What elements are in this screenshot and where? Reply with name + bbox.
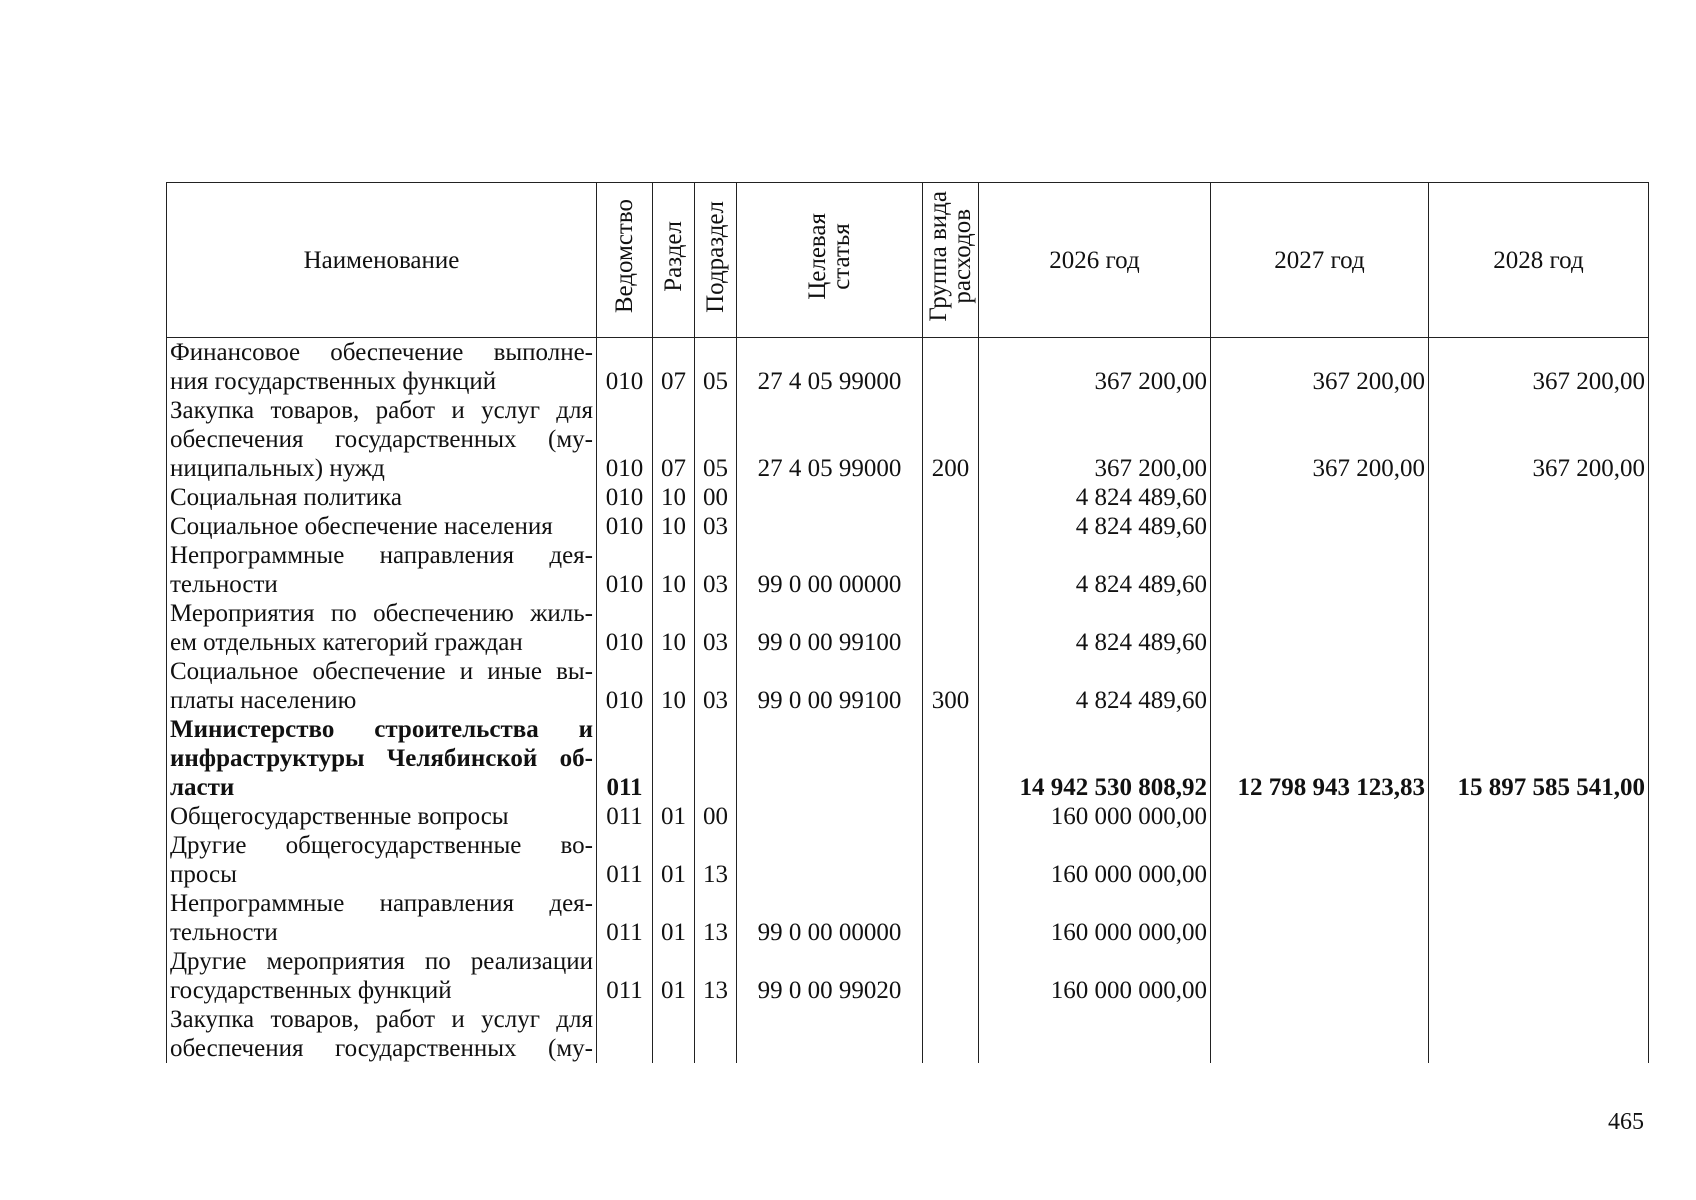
cell-amount-2026: 160 000 000,00 xyxy=(979,802,1211,831)
cell-razdel: 01 xyxy=(653,831,695,889)
table-row xyxy=(167,947,1649,1005)
header-razdel: Раздел xyxy=(653,183,695,338)
cell-razdel: 10 xyxy=(653,541,695,599)
name-line: Министерство строительства и xyxy=(170,716,593,743)
cell-vedomstvo: 010 xyxy=(597,512,653,541)
header-gruppa-vida-rashodov: Группа вида расходов xyxy=(923,183,979,338)
cell-podrazdel: 13 xyxy=(695,831,737,889)
cell-podrazdel xyxy=(695,715,737,802)
table-row xyxy=(167,802,1649,831)
cell-razdel: 10 xyxy=(653,512,695,541)
cell-amount-2028 xyxy=(1429,512,1649,541)
header-vedomstvo: Ведомство xyxy=(597,183,653,338)
cell-name xyxy=(167,338,597,397)
cell-celevaya-statya xyxy=(737,831,923,889)
cell-gruppa-vida-rashodov xyxy=(923,483,979,512)
cell-podrazdel: 03 xyxy=(695,512,737,541)
cell-vedomstvo: 010 xyxy=(597,338,653,397)
cell-celevaya-statya: 99 0 00 99020 xyxy=(737,947,923,1005)
cell-gruppa-vida-rashodov: 200 xyxy=(923,396,979,483)
cell-amount-2028: 15 897 585 541,00 xyxy=(1429,715,1649,802)
cell-celevaya-statya: 99 0 00 99100 xyxy=(737,599,923,657)
cell-amount-2026: 4 824 489,60 xyxy=(979,657,1211,715)
cell-vedomstvo: 011 xyxy=(597,947,653,1005)
name-line: инфраструктуры Челябинской об- xyxy=(170,745,593,772)
cell-name xyxy=(167,1005,597,1063)
name-line: платы населению xyxy=(170,687,357,714)
cell-gruppa-vida-rashodov xyxy=(923,831,979,889)
table-row xyxy=(167,599,1649,657)
cell-vedomstvo: 010 xyxy=(597,657,653,715)
cell-podrazdel: 03 xyxy=(695,599,737,657)
cell-amount-2027 xyxy=(1211,1005,1429,1063)
cell-gruppa-vida-rashodov xyxy=(923,802,979,831)
cell-amount-2027 xyxy=(1211,831,1429,889)
name-line: Мероприятия по обеспечению жиль- xyxy=(170,600,593,627)
cell-podrazdel: 05 xyxy=(695,396,737,483)
header-name: Наименование xyxy=(167,183,597,338)
cell-amount-2026: 367 200,00 xyxy=(979,396,1211,483)
cell-amount-2028 xyxy=(1429,541,1649,599)
cell-amount-2026: 4 824 489,60 xyxy=(979,512,1211,541)
cell-razdel: 10 xyxy=(653,599,695,657)
cell-celevaya-statya xyxy=(737,802,923,831)
cell-name xyxy=(167,831,597,889)
cell-podrazdel: 00 xyxy=(695,483,737,512)
table-row xyxy=(167,483,1649,512)
cell-amount-2028 xyxy=(1429,947,1649,1005)
cell-amount-2027: 367 200,00 xyxy=(1211,396,1429,483)
cell-gruppa-vida-rashodov xyxy=(923,947,979,1005)
cell-amount-2026: 160 000 000,00 xyxy=(979,831,1211,889)
table-row xyxy=(167,541,1649,599)
cell-celevaya-statya: 99 0 00 00000 xyxy=(737,541,923,599)
cell-amount-2026: 160 000 000,00 xyxy=(979,947,1211,1005)
cell-celevaya-statya xyxy=(737,715,923,802)
cell-vedomstvo: 011 xyxy=(597,889,653,947)
table-row xyxy=(167,396,1649,483)
cell-name xyxy=(167,657,597,715)
cell-gruppa-vida-rashodov xyxy=(923,338,979,397)
cell-podrazdel: 13 xyxy=(695,947,737,1005)
cell-amount-2026: 4 824 489,60 xyxy=(979,541,1211,599)
cell-podrazdel: 05 xyxy=(695,338,737,397)
cell-gruppa-vida-rashodov xyxy=(923,512,979,541)
cell-amount-2027 xyxy=(1211,947,1429,1005)
cell-razdel: 07 xyxy=(653,338,695,397)
cell-gruppa-vida-rashodov xyxy=(923,715,979,802)
name-line: Закупка товаров, работ и услуг для xyxy=(170,1006,593,1033)
cell-name xyxy=(167,889,597,947)
cell-name xyxy=(167,802,597,831)
cell-razdel: 01 xyxy=(653,947,695,1005)
cell-vedomstvo xyxy=(597,1005,653,1063)
name-line: Социальная политика xyxy=(170,484,402,511)
header-celevaya-statya: Целевая статья xyxy=(737,183,923,338)
cell-amount-2026 xyxy=(979,1005,1211,1063)
table-row xyxy=(167,1005,1649,1063)
cell-razdel: 01 xyxy=(653,802,695,831)
cell-celevaya-statya xyxy=(737,483,923,512)
cell-amount-2028: 367 200,00 xyxy=(1429,338,1649,397)
name-line: тельности xyxy=(170,919,278,946)
cell-vedomstvo: 011 xyxy=(597,802,653,831)
table-row xyxy=(167,889,1649,947)
cell-name xyxy=(167,599,597,657)
cell-razdel xyxy=(653,1005,695,1063)
header-year-2026: 2026 год xyxy=(979,183,1211,338)
cell-razdel: 10 xyxy=(653,483,695,512)
name-line: обеспечения государственных (му- xyxy=(170,1035,593,1062)
cell-gruppa-vida-rashodov xyxy=(923,599,979,657)
cell-vedomstvo: 010 xyxy=(597,483,653,512)
cell-amount-2028 xyxy=(1429,802,1649,831)
name-line: Другие мероприятия по реализации xyxy=(170,948,593,975)
cell-amount-2027: 367 200,00 xyxy=(1211,338,1429,397)
name-line: ласти xyxy=(170,774,235,801)
table-row xyxy=(167,831,1649,889)
cell-amount-2027 xyxy=(1211,802,1429,831)
name-line: ем отдельных категорий граждан xyxy=(170,629,523,656)
name-line: Непрограммные направления дея- xyxy=(170,542,593,569)
name-line: тельности xyxy=(170,571,278,598)
cell-amount-2028 xyxy=(1429,599,1649,657)
header-year-2027: 2027 год xyxy=(1211,183,1429,338)
cell-name xyxy=(167,483,597,512)
cell-vedomstvo: 011 xyxy=(597,831,653,889)
cell-amount-2027 xyxy=(1211,483,1429,512)
name-line: Закупка товаров, работ и услуг для xyxy=(170,397,593,424)
cell-amount-2026: 367 200,00 xyxy=(979,338,1211,397)
name-line: ния государственных функций xyxy=(170,368,497,395)
cell-gruppa-vida-rashodov xyxy=(923,541,979,599)
cell-amount-2028 xyxy=(1429,1005,1649,1063)
cell-amount-2026: 160 000 000,00 xyxy=(979,889,1211,947)
cell-podrazdel: 03 xyxy=(695,657,737,715)
cell-name xyxy=(167,947,597,1005)
name-line: Финансовое обеспечение выполне- xyxy=(170,339,593,366)
cell-vedomstvo: 010 xyxy=(597,541,653,599)
cell-gruppa-vida-rashodov: 300 xyxy=(923,657,979,715)
name-line: Общегосударственные вопросы xyxy=(170,803,509,830)
cell-razdel xyxy=(653,715,695,802)
cell-celevaya-statya: 99 0 00 00000 xyxy=(737,889,923,947)
cell-gruppa-vida-rashodov xyxy=(923,889,979,947)
cell-amount-2027 xyxy=(1211,657,1429,715)
name-line: Социальное обеспечение и иные вы- xyxy=(170,658,593,685)
cell-name xyxy=(167,396,597,483)
table-row xyxy=(167,715,1649,802)
cell-amount-2026: 14 942 530 808,92 xyxy=(979,715,1211,802)
cell-amount-2027 xyxy=(1211,512,1429,541)
table-row xyxy=(167,657,1649,715)
cell-celevaya-statya: 99 0 00 99100 xyxy=(737,657,923,715)
cell-vedomstvo: 010 xyxy=(597,396,653,483)
name-line: ниципальных) нужд xyxy=(170,455,385,482)
cell-podrazdel xyxy=(695,1005,737,1063)
cell-celevaya-statya xyxy=(737,512,923,541)
table-row xyxy=(167,338,1649,397)
cell-celevaya-statya xyxy=(737,1005,923,1063)
cell-podrazdel: 13 xyxy=(695,889,737,947)
header-podrazdel: Подраздел xyxy=(695,183,737,338)
table-body xyxy=(167,338,1649,1064)
name-line: просы xyxy=(170,861,237,888)
cell-podrazdel: 00 xyxy=(695,802,737,831)
cell-razdel: 10 xyxy=(653,657,695,715)
cell-razdel: 07 xyxy=(653,396,695,483)
cell-amount-2028 xyxy=(1429,831,1649,889)
cell-name xyxy=(167,715,597,802)
cell-amount-2026: 4 824 489,60 xyxy=(979,599,1211,657)
cell-gruppa-vida-rashodov xyxy=(923,1005,979,1063)
cell-amount-2027 xyxy=(1211,889,1429,947)
cell-celevaya-statya: 27 4 05 99000 xyxy=(737,338,923,397)
name-line: обеспечения государственных (му- xyxy=(170,426,593,453)
cell-amount-2028 xyxy=(1429,657,1649,715)
name-line: Другие общегосударственные во- xyxy=(170,832,593,859)
cell-amount-2026: 4 824 489,60 xyxy=(979,483,1211,512)
cell-vedomstvo: 010 xyxy=(597,599,653,657)
name-line: государственных функций xyxy=(170,977,452,1004)
cell-amount-2027: 12 798 943 123,83 xyxy=(1211,715,1429,802)
cell-amount-2027 xyxy=(1211,541,1429,599)
cell-celevaya-statya: 27 4 05 99000 xyxy=(737,396,923,483)
budget-table xyxy=(166,182,1649,1063)
cell-podrazdel: 03 xyxy=(695,541,737,599)
name-line: Непрограммные направления дея- xyxy=(170,890,593,917)
table-header-row xyxy=(167,183,1649,338)
cell-amount-2028: 367 200,00 xyxy=(1429,396,1649,483)
page-number: 465 xyxy=(1608,1109,1644,1135)
cell-amount-2028 xyxy=(1429,483,1649,512)
cell-name xyxy=(167,512,597,541)
cell-amount-2027 xyxy=(1211,599,1429,657)
header-year-2028: 2028 год xyxy=(1429,183,1649,338)
cell-vedomstvo: 011 xyxy=(597,715,653,802)
cell-amount-2028 xyxy=(1429,889,1649,947)
cell-razdel: 01 xyxy=(653,889,695,947)
name-line: Социальное обеспечение населения xyxy=(170,513,553,540)
cell-name xyxy=(167,541,597,599)
table-row xyxy=(167,512,1649,541)
